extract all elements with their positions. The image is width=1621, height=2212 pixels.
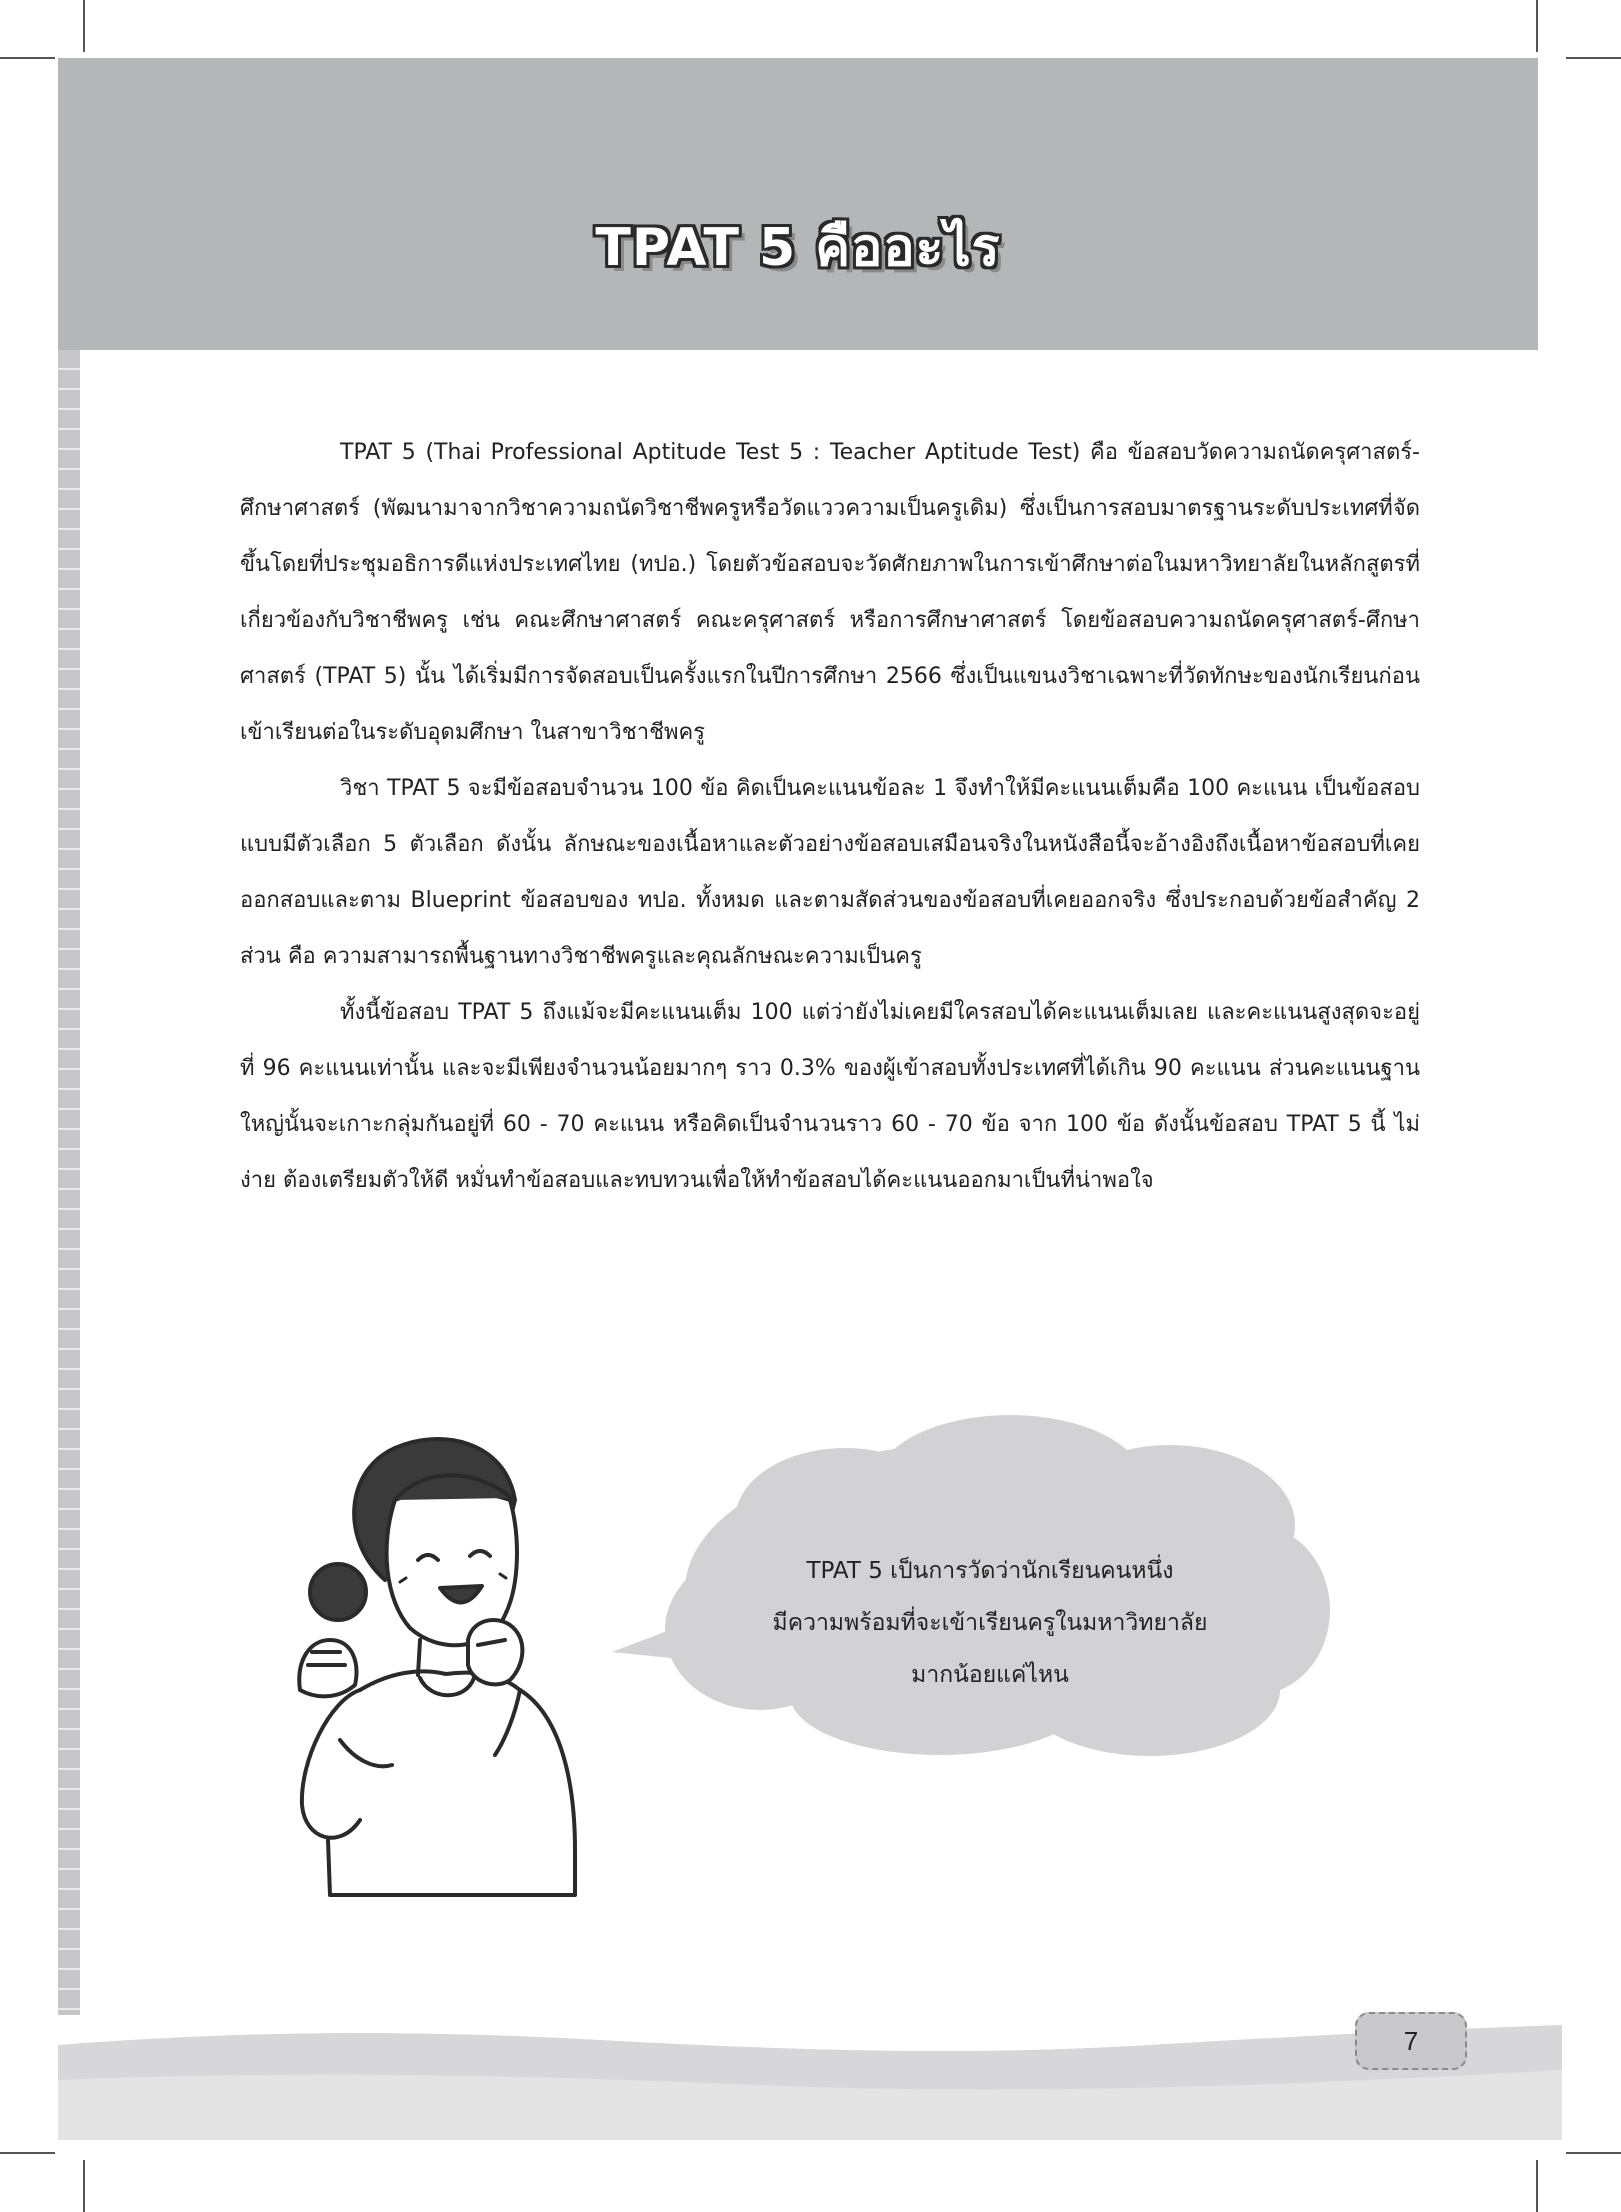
bubble-line-1: TPAT 5 เป็นการวัดว่านักเรียนคนหนึ่ง bbox=[806, 1558, 1174, 1584]
paragraph-1: TPAT 5 (Thai Professional Aptitude Test 5 : Teacher Aptitude Test) คือ ข้อสอบวัดความถนัดครุศาสตร์-ศึกษาศาสตร์ (พัฒนามาจากวิชาความถนัดวิชาชีพครูหรือวัดแววความเป็นครูเดิม) ซึ่งเป็นการสอบมาตรฐานระดับประเทศที่จัดขึ้นโดยที่ประชุมอธิการดีแห่งประเทศไทย (ทปอ.) โดยตัวข้อสอบจะวัดศักยภาพในการเข้าศึกษาต่อในมหาวิทยาลัยในหลักสูตรที่เกี่ยวข้องกับวิชาชีพครู เช่น คณะศึกษาศาสตร์ คณะครุศาสตร์ หรือการศึกษาศาสตร์ โดยข้อสอบความถนัดครุศาสตร์-ศึกษาศาสตร์ (TPAT 5) นั้น ได้เริ่มมีการจัดสอบเป็นครั้งแรกในปีการศึกษา 2566 ซึ่งเป็นแขนงวิชาเฉพาะที่วัดทักษะของนักเรียนก่อนเข้าเรียนต่อในระดับอุดมศึกษา ในสาขาวิชาชีพครู bbox=[240, 440, 1420, 745]
page-number: 7 bbox=[1355, 2012, 1467, 2070]
bubble-line-3: มากน้อยแค่ไหน bbox=[911, 1662, 1069, 1688]
page-title: TPAT 5 คืออะไร bbox=[595, 218, 1001, 278]
paragraph-3: ทั้งนี้ข้อสอบ TPAT 5 ถึงแม้จะมีคะแนนเต็ม 100 แต่ว่ายังไม่เคยมีใครสอบได้คะแนนเต็มเลย และคะแนนสูงสุดจะอยู่ที่ 96 คะแนนเท่านั้น และจะมีเพียงจำนวนน้อยมากๆ ราว 0.3% ของผู้เข้าสอบทั้งประเทศที่ได้เกิน 90 คะแนน ส่วนคะแนนฐานใหญ่นั้นจะเกาะกลุ่มกันอยู่ที่ 60 - 70 คะแนน หรือคิดเป็นจำนวนราว 60 - 70 ข้อ จาก 100 ข้อ ดังนั้นข้อสอบ TPAT 5 นี้ ไม่ง่าย ต้องเตรียมตัวให้ดี หมั่นทำข้อสอบและทบทวนเพื่อให้ทำข้อสอบได้คะแนนออกมาเป็นที่น่าพอใจ bbox=[240, 1000, 1420, 1193]
paragraph-2: วิชา TPAT 5 จะมีข้อสอบจำนวน 100 ข้อ คิดเป็นคะแนนข้อละ 1 จึงทำให้มีคะแนนเต็มคือ 100 คะแนน เป็นข้อสอบแบบมีตัวเลือก 5 ตัวเลือก ดังนั้น ลักษณะของเนื้อหาและตัวอย่างข้อสอบเสมือนจริงในหนังสือนี้จะอ้างอิงถึงเนื้อหาข้อสอบที่เคยออกสอบและตาม Blueprint ข้อสอบของ ทปอ. ทั้งหมด และตามสัดส่วนของข้อสอบที่เคยออกจริง ซึ่งประกอบด้วยข้อสำคัญ 2 ส่วน คือ ความสามารถพื้นฐานทางวิชาชีพครูและคุณลักษณะความเป็นครู bbox=[240, 776, 1420, 969]
bubble-line-2: มีความพร้อมที่จะเข้าเรียนครูในมหาวิทยาลัย bbox=[772, 1610, 1208, 1636]
